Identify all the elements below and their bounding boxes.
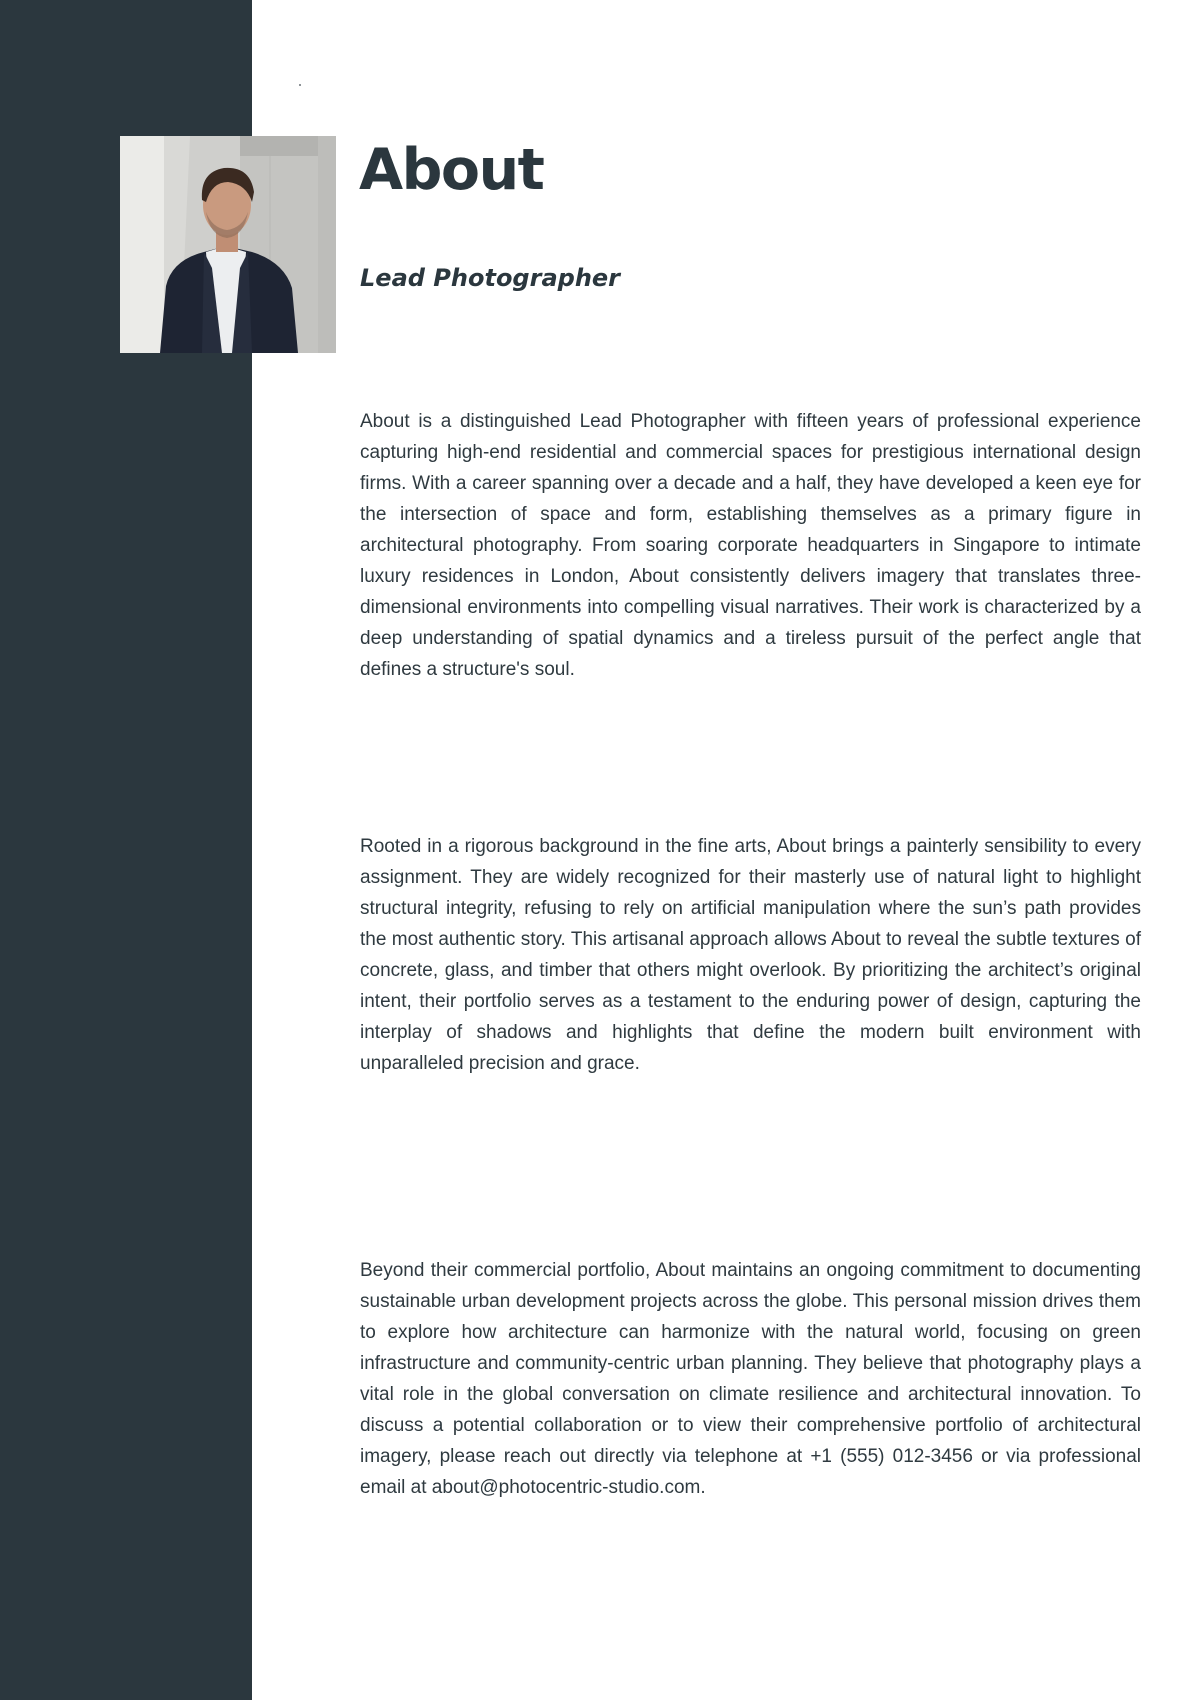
bio-paragraph-2: Rooted in a rigorous background in the fine arts, About brings a painterly sensibility to every assignment. They are widely recognized for their masterly use of natural light to highlight structural integrity, refusing to rely on artificial manipulation where the sun’s path provides the most authentic story. This artisanal approach allows About to reveal the subtle textures of concrete, glass, and timber that others might overlook. By prioritizing the architect’s original intent, their portfolio serves as a testament to the enduring power of design, capturing the interplay of shadows and highlights that define the modern built environment with unparalleled precision and grace. bbox=[360, 836, 1141, 1074]
decorative-dot bbox=[299, 84, 301, 86]
page-title: About bbox=[359, 137, 544, 203]
bio-paragraph-1: About is a distinguished Lead Photographer with fifteen years of professional experience capturing high-end residential and commercial spaces for prestigious international design firms. With a career spanning over a decade and a half, they have developed a keen eye for the intersection of space and form, establishing themselves as a primary figure in architectural photography. From soaring corporate headquarters in Singapore to intimate luxury residences in London, About consistently delivers imagery that translates three-dimensional environments into compelling visual narratives. Their work is characterized by a deep understanding of spatial dynamics and a tireless pursuit of the perfect angle that defines a structure's soul. bbox=[360, 411, 1141, 680]
bio-paragraph-3: Beyond their commercial portfolio, About maintains an ongoing commitment to documenting sustainable urban development projects across the globe. This personal mission drives them to explore how architecture can harmonize with the natural world, focusing on green infrastructure and community-centric urban planning. They believe that photography plays a vital role in the global conversation on climate resilience and architectural innovation. To discuss a potential collaboration or to view their comprehensive portfolio of architectural imagery, please reach out directly via telephone at +1 (555) 012-3456 or via professional email at about@photocentric-studio.com. bbox=[360, 1260, 1141, 1498]
portrait-illustration bbox=[120, 136, 336, 353]
profile-photo bbox=[120, 136, 336, 353]
job-title: Lead Photographer bbox=[360, 264, 621, 292]
